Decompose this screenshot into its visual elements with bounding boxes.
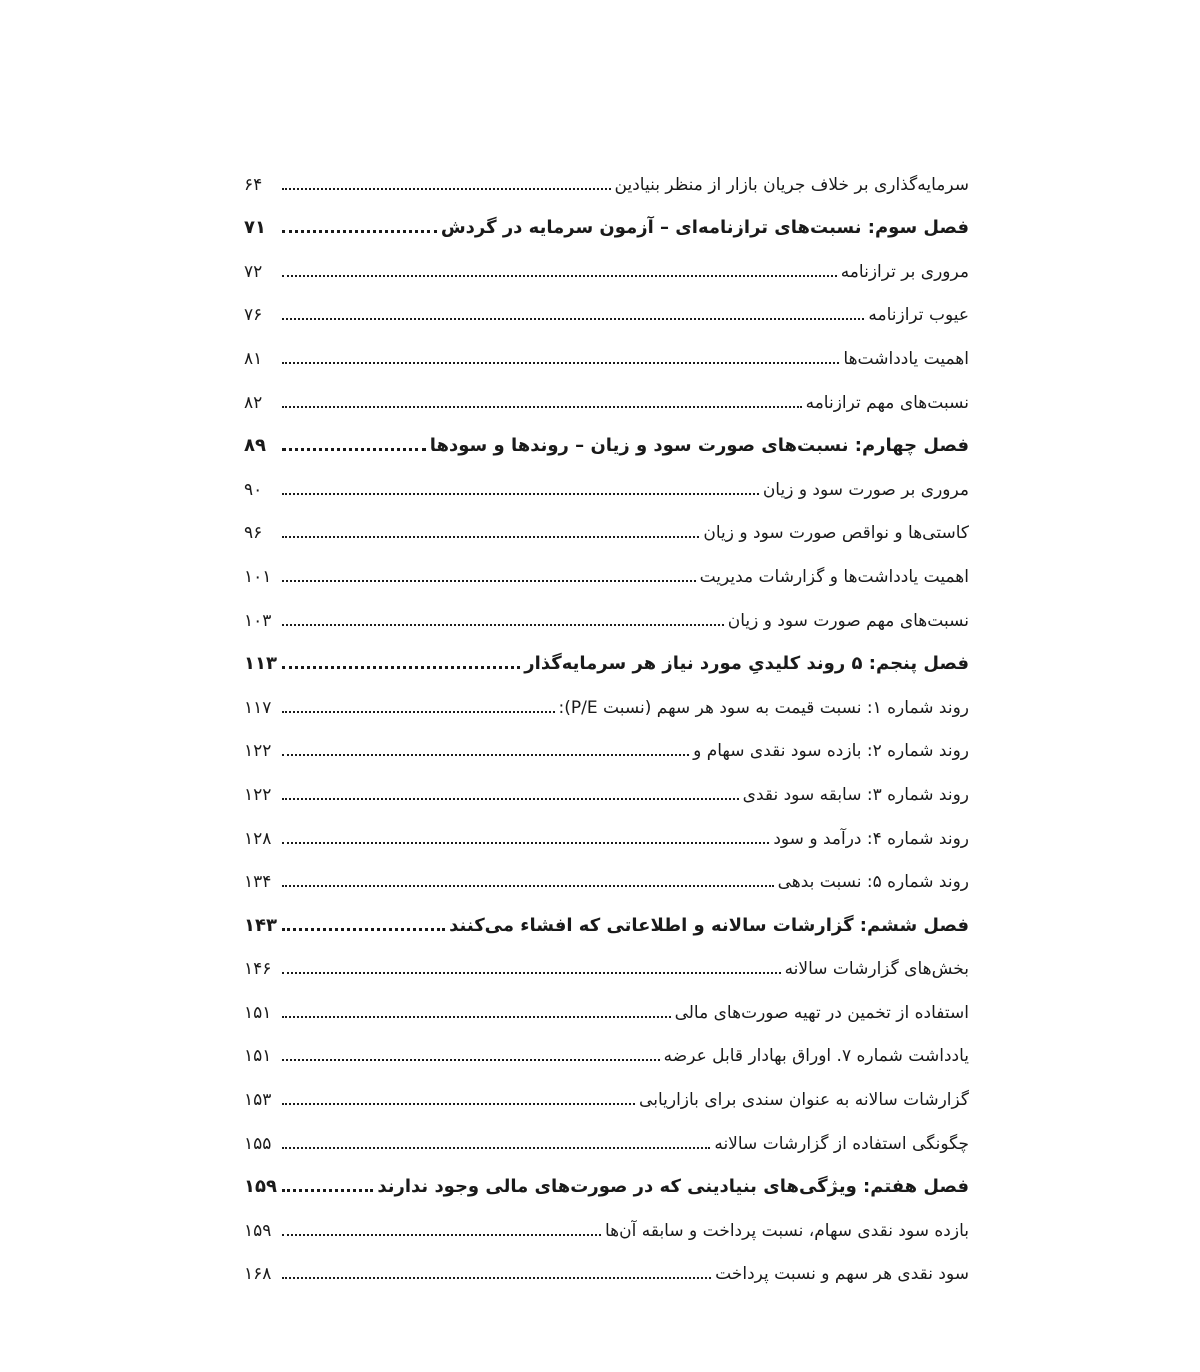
- page-number: ۷۶: [244, 305, 263, 326]
- dot-leader: [282, 1016, 671, 1018]
- page-number: ۸۲: [244, 392, 263, 413]
- page-number: ۱۵۱: [244, 1002, 272, 1023]
- dot-leader: [282, 666, 520, 669]
- page-number: ۱۶۸: [244, 1264, 272, 1285]
- toc-entry: [244, 247, 969, 291]
- toc-entry: [244, 596, 969, 640]
- chapter-title: فصل ششم: گزارشات سالانه و اطلاعاتی که افشاء می‌کنند: [449, 914, 969, 936]
- entry-title: اهمیت یادداشت‌ها: [843, 348, 969, 369]
- page-number: ۱۵۹: [244, 1220, 272, 1241]
- toc-entry: [244, 770, 969, 814]
- dot-leader: [282, 928, 445, 931]
- dot-leader: [282, 972, 781, 974]
- toc-entry: [244, 1075, 969, 1119]
- toc-entry: [244, 727, 969, 771]
- page-number: ۹۰: [244, 479, 263, 500]
- dot-leader: [282, 624, 724, 626]
- dot-leader: [282, 275, 837, 277]
- toc-entry: [244, 945, 969, 989]
- toc-entry: [244, 683, 969, 727]
- dot-leader: [282, 230, 437, 233]
- dot-leader: [282, 1234, 601, 1236]
- dot-leader: [282, 318, 864, 320]
- dot-leader: [282, 798, 739, 800]
- page-number: ۱۴۳: [244, 914, 277, 936]
- chapter-title: فصل هفتم: ویژگی‌های بنیادینی که در صورت‌های مالی وجود ندارند: [377, 1176, 969, 1198]
- entry-title: سود نقدی هر سهم و نسبت پرداخت: [715, 1264, 969, 1285]
- toc-chapter-heading: [244, 204, 969, 248]
- toc-chapter-heading: [244, 640, 969, 684]
- page-number: ۱۴۶: [244, 959, 272, 980]
- entry-title: مروری بر ترازنامه: [840, 261, 969, 282]
- toc-entry: [244, 552, 969, 596]
- chapter-title: فصل چهارم: نسبت‌های صورت سود و زیان – روندها و سودها: [429, 435, 969, 457]
- dot-leader: [282, 1059, 660, 1061]
- dot-leader: [282, 188, 611, 190]
- page-number: ۱۳۴: [244, 872, 272, 893]
- dot-leader: [282, 536, 699, 538]
- toc-chapter-heading: [244, 1163, 969, 1207]
- page-number: ۱۱۷: [244, 697, 272, 718]
- toc-entry: [244, 858, 969, 902]
- page-number: ۱۲۸: [244, 828, 272, 849]
- entry-title: گزارشات سالانه به عنوان سندی برای بازاریابی: [639, 1090, 969, 1111]
- entry-title: روند شماره ۳: سابقه سود نقدی: [742, 784, 969, 805]
- dot-leader: [282, 842, 769, 844]
- toc-entry: [244, 1250, 969, 1294]
- page-number: ۱۵۹: [244, 1176, 277, 1198]
- page-number: ۱۲۲: [244, 741, 272, 762]
- dot-leader: [282, 448, 426, 451]
- entry-title: روند شماره ۴: درآمد و سود: [773, 828, 969, 849]
- entry-title: یادداشت شماره ۷. اوراق بهادار قابل عرضه: [663, 1046, 969, 1067]
- toc-entry: [244, 465, 969, 509]
- dot-leader: [282, 1189, 373, 1192]
- toc-entry: [244, 160, 969, 204]
- dot-leader: [282, 754, 689, 756]
- entry-title: کاستی‌ها و نواقص صورت سود و زیان: [703, 523, 969, 544]
- page-number: ۶۴: [244, 174, 263, 195]
- dot-leader: [282, 406, 802, 408]
- dot-leader: [282, 1147, 710, 1149]
- page-number: ۱۱۳: [244, 653, 277, 675]
- table-of-contents: [244, 160, 969, 1293]
- toc-entry: [244, 988, 969, 1032]
- entry-title: نسبت‌های مهم صورت سود و زیان: [727, 610, 969, 631]
- page-number: ۷۱: [244, 217, 266, 239]
- entry-title: نسبت‌های مهم ترازنامه: [805, 392, 969, 413]
- entry-title: سرمایه‌گذاری بر خلاف جریان بازار از منظر بنیادین: [614, 174, 969, 195]
- entry-title: روند شماره ۱: نسبت قیمت به سود هر سهم (نسبت P/E):: [558, 697, 969, 718]
- page-number: ۹۶: [244, 523, 263, 544]
- page-number: ۱۵۵: [244, 1133, 272, 1154]
- chapter-title: فصل پنجم: ۵ روند کلیدیِ مورد نیاز هر سرمایه‌گذار: [524, 653, 969, 675]
- entry-title: روند شماره ۵: نسبت بدهی: [777, 872, 969, 893]
- entry-title: اهمیت یادداشت‌ها و گزارشات مدیریت: [699, 566, 969, 587]
- toc-entry: [244, 334, 969, 378]
- toc-entry: [244, 291, 969, 335]
- entry-title: چگونگی استفاده از گزارشات سالانه: [714, 1133, 969, 1154]
- dot-leader: [282, 1103, 635, 1105]
- page-number: ۱۵۱: [244, 1046, 272, 1067]
- page-number: ۸۹: [244, 435, 266, 457]
- entry-title: بخش‌های گزارشات سالانه: [784, 959, 969, 980]
- entry-title: روند شماره ۲: بازده سود نقدی سهام و: [693, 741, 969, 762]
- entry-title: عیوب ترازنامه: [868, 305, 969, 326]
- dot-leader: [282, 493, 759, 495]
- toc-entry: [244, 509, 969, 553]
- page-number: ۷۲: [244, 261, 263, 282]
- toc-entry: [244, 378, 969, 422]
- toc-entry: [244, 1206, 969, 1250]
- chapter-title: فصل سوم: نسبت‌های ترازنامه‌ای – آزمون سرمایه در گردش: [440, 217, 969, 239]
- dot-leader: [282, 1277, 711, 1279]
- entry-title: مروری بر صورت سود و زیان: [762, 479, 969, 500]
- page-number: ۸۱: [244, 348, 263, 369]
- toc-entry: [244, 1032, 969, 1076]
- page-number: ۱۰۱: [244, 566, 272, 587]
- dot-leader: [282, 711, 555, 713]
- dot-leader: [282, 580, 696, 582]
- toc-entry: [244, 1119, 969, 1163]
- entry-title: استفاده از تخمین در تهیه صورت‌های مالی: [674, 1002, 969, 1023]
- toc-chapter-heading: [244, 422, 969, 466]
- dot-leader: [282, 885, 774, 887]
- toc-entry: [244, 814, 969, 858]
- toc-chapter-heading: [244, 901, 969, 945]
- page-number: ۱۵۳: [244, 1090, 272, 1111]
- entry-title: بازده سود نقدی سهام، نسبت پرداخت و سابقه آن‌ها: [604, 1220, 969, 1241]
- page-number: ۱۰۳: [244, 610, 272, 631]
- dot-leader: [282, 362, 839, 364]
- page-number: ۱۲۲: [244, 784, 272, 805]
